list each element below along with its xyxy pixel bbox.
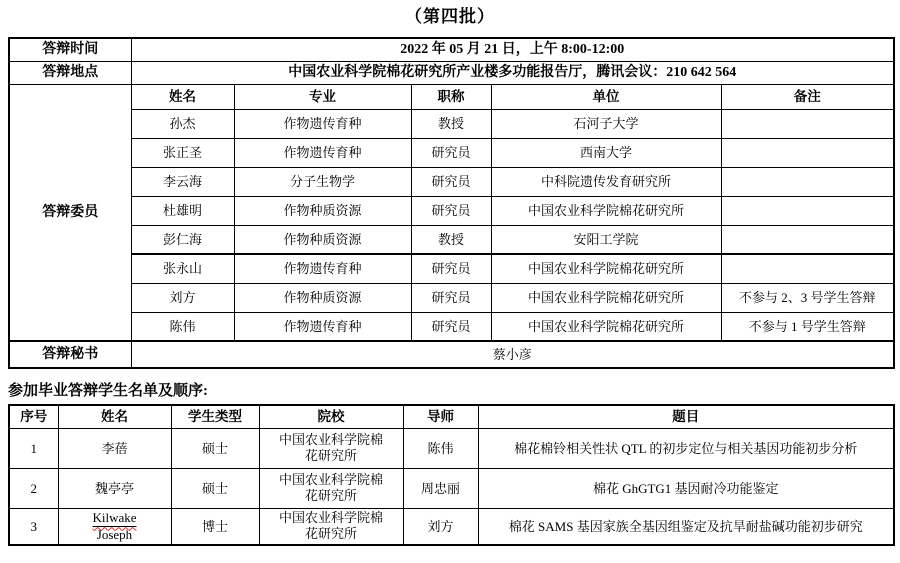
- member-unit-cell: 中国农业科学院棉花研究所: [491, 312, 721, 341]
- member-unit-cell: 中科院遗传发育研究所: [491, 167, 721, 196]
- student-header-name: 姓名: [58, 405, 171, 428]
- student-mentor-cell: 周忠丽: [403, 468, 478, 508]
- student-mentor-cell: 刘方: [403, 508, 478, 545]
- member-name-cell: 张正圣: [131, 138, 234, 167]
- defense-place-value: 中国农业科学院棉花研究所产业楼多功能报告厅，腾讯会议：210 642 564: [131, 61, 894, 84]
- spellcheck-underline: Kilwake: [92, 510, 137, 526]
- member-name-cell: 刘方: [131, 283, 234, 312]
- member-unit-cell: 西南大学: [491, 138, 721, 167]
- member-title-cell: 教授: [411, 109, 491, 138]
- defense-time-label: 答辩时间: [9, 38, 131, 61]
- student-type-cell: 博士: [171, 508, 259, 545]
- member-major-cell: 分子生物学: [234, 167, 411, 196]
- member-title-cell: 研究员: [411, 254, 491, 283]
- student-row: [9, 508, 894, 545]
- defense-time-value: 2022 年 05 月 21 日，上午 8:00-12:00: [131, 38, 894, 61]
- member-unit-cell: 中国农业科学院棉花研究所: [491, 283, 721, 312]
- member-note-cell: [721, 167, 894, 196]
- committee-row: [9, 254, 894, 283]
- member-title-cell: 研究员: [411, 138, 491, 167]
- member-note-cell: [721, 254, 894, 283]
- committee-row: [9, 138, 894, 167]
- defense-info-table: [8, 37, 895, 369]
- member-note-cell: [721, 138, 894, 167]
- member-major-cell: 作物种质资源: [234, 196, 411, 225]
- committee-row: [9, 312, 894, 341]
- student-no-cell: 2: [9, 468, 58, 508]
- student-topic-cell: 棉花棉铃相关性状 QTL 的初步定位与相关基因功能初步分析: [478, 428, 894, 468]
- student-no-cell: 3: [9, 508, 58, 545]
- member-major-cell: 作物遗传育种: [234, 109, 411, 138]
- committee-row: [9, 196, 894, 225]
- member-unit-cell: 安阳工学院: [491, 225, 721, 254]
- student-row: [9, 468, 894, 508]
- member-note-cell: [721, 109, 894, 138]
- member-note-cell: 不参与 1 号学生答辩: [721, 312, 894, 341]
- member-major-cell: 作物遗传育种: [234, 312, 411, 341]
- student-school-cell: 中国农业科学院棉花研究所: [259, 428, 403, 468]
- student-type-cell: 硕士: [171, 468, 259, 508]
- defense-place-label: 答辩地点: [9, 61, 131, 84]
- committee-header-major: 专业: [234, 84, 411, 109]
- committee-row: [9, 283, 894, 312]
- student-name-cell: Kilwake Joseph: [58, 508, 171, 545]
- student-name-cell: 李蓓: [58, 428, 171, 468]
- student-school-cell: 中国农业科学院棉花研究所: [259, 468, 403, 508]
- student-header-mentor: 导师: [403, 405, 478, 428]
- committee-row: [9, 109, 894, 138]
- member-name-cell: 张永山: [131, 254, 234, 283]
- committee-row: [9, 167, 894, 196]
- member-note-cell: 不参与 2、3 号学生答辩: [721, 283, 894, 312]
- student-mentor-cell: 陈伟: [403, 428, 478, 468]
- member-title-cell: 研究员: [411, 312, 491, 341]
- member-name-cell: 杜雄明: [131, 196, 234, 225]
- committee-header-name: 姓名: [131, 84, 234, 109]
- committee-header-note: 备注: [721, 84, 894, 109]
- student-header-type: 学生类型: [171, 405, 259, 428]
- member-title-cell: 研究员: [411, 283, 491, 312]
- student-name-cell: 魏亭亭: [58, 468, 171, 508]
- student-row: [9, 428, 894, 468]
- student-school-cell: 中国农业科学院棉花研究所: [259, 508, 403, 545]
- member-title-cell: 研究员: [411, 196, 491, 225]
- member-name-cell: 李云海: [131, 167, 234, 196]
- secretary-label: 答辩秘书: [9, 341, 131, 368]
- member-note-cell: [721, 196, 894, 225]
- students-table: [8, 404, 895, 546]
- member-name-cell: 陈伟: [131, 312, 234, 341]
- member-major-cell: 作物种质资源: [234, 225, 411, 254]
- member-major-cell: 作物种质资源: [234, 283, 411, 312]
- member-note-cell: [721, 225, 894, 254]
- student-topic-cell: 棉花 GhGTG1 基因耐冷功能鉴定: [478, 468, 894, 508]
- member-title-cell: 教授: [411, 225, 491, 254]
- student-no-cell: 1: [9, 428, 58, 468]
- member-title-cell: 研究员: [411, 167, 491, 196]
- secretary-value: 蔡小彦: [131, 341, 894, 368]
- committee-label: 答辩委员: [9, 84, 131, 341]
- student-type-cell: 硕士: [171, 428, 259, 468]
- member-name-cell: 孙杰: [131, 109, 234, 138]
- member-unit-cell: 石河子大学: [491, 109, 721, 138]
- member-name-cell: 彭仁海: [131, 225, 234, 254]
- batch-title: （第四批）: [405, 7, 495, 26]
- student-topic-cell: 棉花 SAMS 基因家族全基因组鉴定及抗旱耐盐碱功能初步研究: [478, 508, 894, 545]
- student-header-topic: 题目: [478, 405, 894, 428]
- committee-header-unit: 单位: [491, 84, 721, 109]
- committee-row: [9, 225, 894, 254]
- student-header-school: 院校: [259, 405, 403, 428]
- member-unit-cell: 中国农业科学院棉花研究所: [491, 254, 721, 283]
- member-major-cell: 作物遗传育种: [234, 254, 411, 283]
- committee-header-title: 职称: [411, 84, 491, 109]
- students-subtitle: 参加毕业答辩学生名单及顺序:: [8, 383, 208, 399]
- member-unit-cell: 中国农业科学院棉花研究所: [491, 196, 721, 225]
- member-major-cell: 作物遗传育种: [234, 138, 411, 167]
- student-header-no: 序号: [9, 405, 58, 428]
